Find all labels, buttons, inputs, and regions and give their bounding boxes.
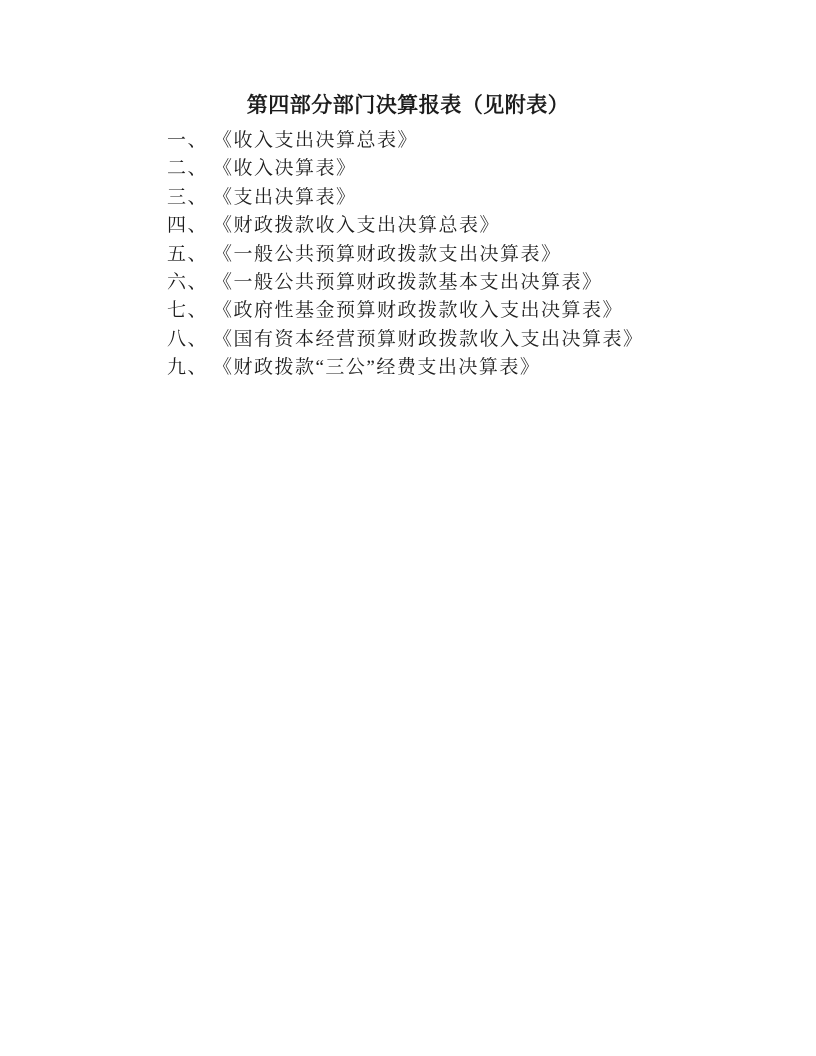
- list-item-number: 四、: [167, 215, 209, 237]
- list-item-number: 八、: [167, 328, 209, 350]
- list-item-title: 《一般公共预算财政拨款支出决算表》: [213, 243, 562, 265]
- list-item: [167, 155, 776, 183]
- list-item-number: 二、: [167, 158, 209, 180]
- list-item-title: 《政府性基金预算财政拨款收入支出决算表》: [213, 300, 624, 322]
- list-item-title: 《一般公共预算财政拨款基本支出决算表》: [213, 271, 603, 293]
- page-title: 第四部分部门决算报表（见附表）: [246, 94, 570, 117]
- list-item: [167, 326, 776, 354]
- list-item-title: 《收入支出决算总表》: [213, 130, 419, 151]
- list-item-title: 《支出决算表》: [213, 186, 357, 208]
- report-list: [167, 127, 776, 383]
- list-item-number: 三、: [167, 186, 209, 208]
- list-item-number: 七、: [167, 300, 209, 322]
- list-item: [167, 297, 776, 325]
- list-item-number: 五、: [167, 243, 209, 265]
- list-item: [167, 241, 776, 269]
- list-item-number: 六、: [167, 271, 209, 293]
- list-item-number: 九、: [167, 357, 209, 379]
- list-item: [167, 127, 776, 155]
- list-item-title: 《收入决算表》: [213, 158, 357, 180]
- list-item-title: 《财政拨款“三公”经费支出决算表》: [213, 357, 541, 379]
- list-item-title: 《国有资本经营预算财政拨款收入支出决算表》: [213, 328, 644, 350]
- list-item: [167, 212, 776, 240]
- list-item: [167, 269, 776, 297]
- list-item: [167, 354, 776, 382]
- list-item-number: 一、: [167, 130, 209, 151]
- list-item: [167, 184, 776, 212]
- list-item-title: 《财政拨款收入支出决算总表》: [213, 215, 501, 237]
